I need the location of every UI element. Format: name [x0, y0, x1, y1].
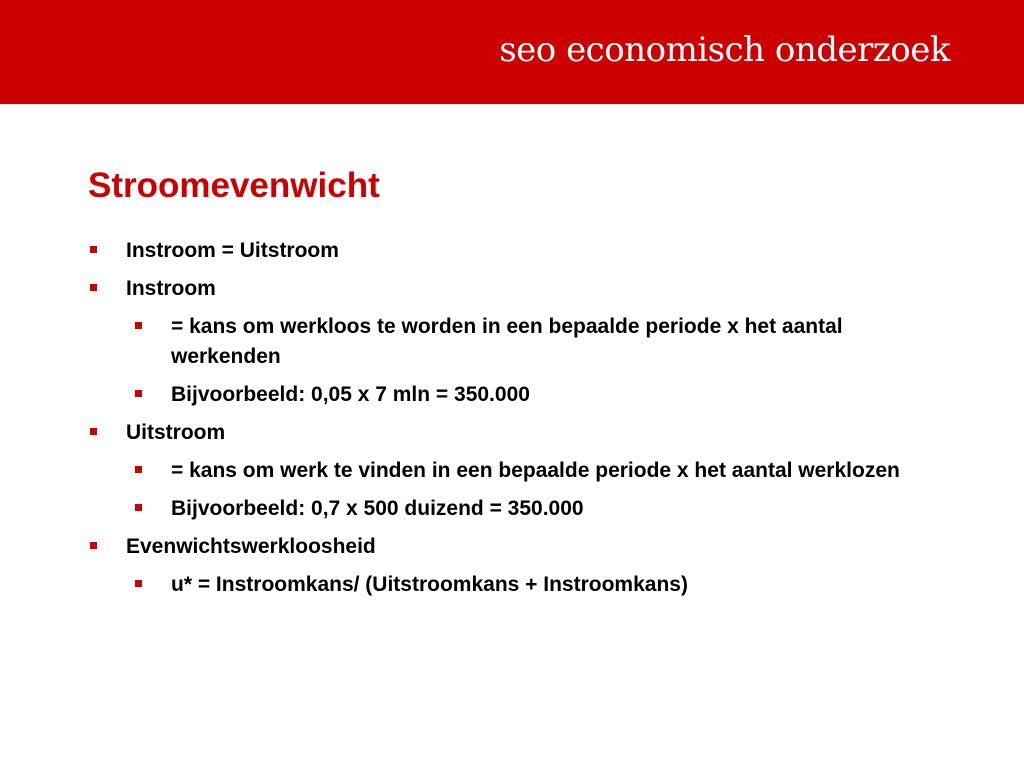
sub-bullet-text: Bijvoorbeeld: 0,7 x 500 duizend = 350.000 — [171, 497, 584, 520]
square-bullet-icon — [90, 246, 97, 253]
slide-title: Stroomevenwicht — [88, 166, 380, 205]
bullet-item — [88, 418, 948, 448]
sub-bullet-item — [133, 312, 948, 372]
sub-bullet-item — [133, 570, 948, 600]
bullet-text: Instroom = Uitstroom — [126, 239, 339, 262]
sub-bullet-text: Bijvoorbeeld: 0,05 x 7 mln = 350.000 — [171, 383, 530, 406]
bullet-item — [88, 532, 948, 562]
bullet-item — [88, 274, 948, 304]
sub-bullet-item — [133, 494, 948, 524]
bullet-item — [88, 236, 948, 266]
sub-bullet-text: = kans om werkloos te worden in een bepaalde periode x het aantal werkenden — [171, 315, 843, 368]
square-bullet-icon — [90, 428, 97, 435]
seo-logo: seo economisch onderzoek — [499, 30, 950, 70]
sub-bullet-text: = kans om werk te vinden in een bepaalde periode x het aantal werklozen — [171, 459, 900, 482]
slide-content — [88, 236, 948, 608]
square-bullet-icon — [135, 504, 142, 511]
bullet-text: Instroom — [126, 277, 216, 300]
square-bullet-icon — [90, 542, 97, 549]
sub-bullet-item — [133, 456, 948, 486]
sub-bullet-text: u* = Instroomkans/ (Uitstroomkans + Instroomkans) — [171, 573, 688, 596]
square-bullet-icon — [135, 580, 142, 587]
square-bullet-icon — [135, 466, 142, 473]
bullet-text: Evenwichtswerkloosheid — [126, 535, 376, 558]
bullet-list — [88, 236, 948, 600]
square-bullet-icon — [135, 322, 142, 329]
square-bullet-icon — [135, 390, 142, 397]
sub-bullet-item — [133, 380, 948, 410]
square-bullet-icon — [90, 284, 97, 291]
header-band — [0, 0, 1024, 104]
bullet-text: Uitstroom — [126, 421, 226, 444]
